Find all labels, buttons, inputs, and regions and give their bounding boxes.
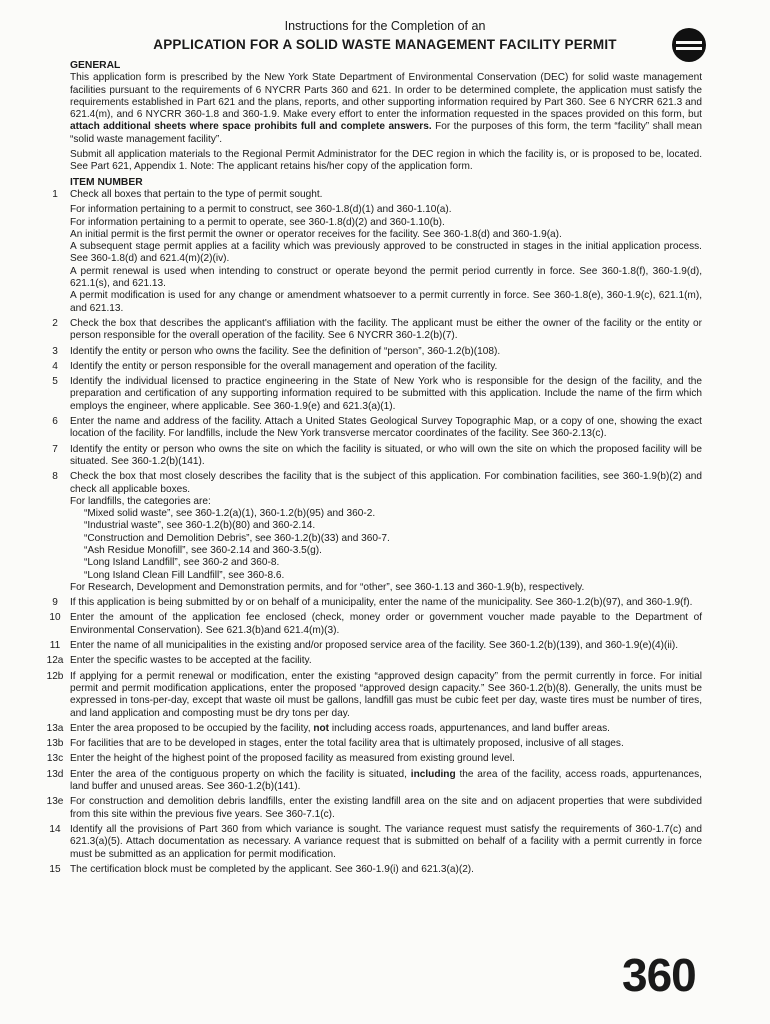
item-13e: 13e For construction and demolition debris landfills, enter the existing landfill area on the site and on adjacent properties that were subdivided from this site within the previous five years. See 360-7.1(c). — [46, 796, 702, 820]
general-paragraph-1: This application form is prescribed by the New York State Department of Environmental Conservation (DEC) for solid waste management facilities pursuant to the requirements of 6 NYCRR Parts 360 and 621. In order to be determined complete, the application must satisfy the requirements established in Part 621 and the plans, reports, and other supporting information required by Part 360. See 6 NYCRR 621.3 and 621.4(m), and 6 NYCRR 360-1.8 and 360-1.9. Make every effort to enter the information requested in the spaces provided on this form, but attach additional sheets where space prohibits full and complete answers. For the purposes of this form, the term “facility” shall mean “solid waste management facility”. — [70, 72, 702, 145]
item-text: Identify the individual licensed to practice engineering in the State of New York who is responsible for the design of the facility, and the preparation and certification of any supporting information required to be submitted with this application. Include the name of the firm which employs the engineer, where applicable. See 360-1.9(e) and 621.3(a)(1). — [70, 376, 702, 412]
item-12b — [46, 670, 702, 720]
item-text: Enter the name of all municipalities in the existing and/or proposed service area of the facility. See 360-1.2(b)(139), and 360-1.9(e)(4)(ii). — [70, 640, 678, 652]
document-title: APPLICATION FOR A SOLID WASTE MANAGEMENT FACILITY PERMIT — [153, 37, 617, 52]
item-8: 8 Check the box that most closely describes the facility that is the subject of this application. For combination facilities, see 360-1.9(b)(2) and check all applicable boxes. For landfills, the categories are: “Mixed solid waste”, see 360-1.2(a)(1), 360-1.2(b)(95) and 360-2. “Industrial waste”, see 360-1.2(b)(80) and 360-2.14. “Construction and Demolition Debris”, see 360-1.2(b)(33) and 360-7. “Ash Residue Monofill”, see 360-2.14 and 360-3.5(g). “Long Island Landfill”, see 360-2 and 360-8. “Long Island Clean Fill Landfill”, see 360-8.6. For Research, Development and Demonstration permits, and for “other”, see 360-1.13 and 360-1.9(b), respectively. — [52, 471, 702, 593]
item-10 — [49, 612, 702, 637]
document-body — [46, 60, 702, 879]
item-1-details — [70, 204, 702, 315]
item-number: 6 — [52, 416, 58, 428]
item-number: 1 — [52, 188, 58, 200]
item-11 — [49, 640, 702, 652]
item-text: Enter the amount of the application fee enclosed (check, money order or government voucher made payable to the Department of Environmental Conservation). See 621.3(b)and 621.4(m)(3). — [70, 612, 702, 636]
item-number: 5 — [52, 376, 58, 388]
item-12a — [46, 655, 702, 667]
item-5 — [52, 376, 702, 413]
item-text: If applying for a permit renewal or modification, enter the existing “approved design capacity” from the permit currently in force. For initial permit and permit modification applications, enter the proposed “approved design capacity.” See 360-1.2(b)(8). Generally, the units must be expressed in tons-per-day, except that waste oil must be gallons, landfill gas must be cubic feet per day, waste tires must be number of tires, and land application and composting must be dry tons per day. — [70, 670, 702, 719]
item-number: 12b — [46, 670, 64, 682]
item-number: 10 — [49, 612, 61, 624]
item-4 — [52, 360, 702, 373]
item-text: For information pertaining to a permit to construct, see 360-1.8(d)(1) and 360-1.10(a). For information pertaining to a permit to operate, see 360-1.8(d)(2) and 360-1.10(b). An initial permit is the first permit the owner or operator receives for the facility. See 360-1.8(d) and 360-1.9(a). A subsequent stage permit applies at a facility which was previously approved to be constructed in stages in the initial application process. See 360-1.8(d) and 621.4(m)(2)(iv). A permit renewal is used when intending to construct or operate beyond the permit period currently in force. See 360-1.8(f), 360-1.9(d), 621.1(s), and 621.13. A permit modification is used for any change or amendment whatsoever to a permit currently in force. See 360-1.8(e), 360-1.9(c), 621.1(m), and 621.13. — [70, 204, 702, 314]
general-heading: GENERAL — [70, 60, 121, 71]
item-3 — [52, 345, 702, 358]
item-number: 7 — [52, 443, 58, 455]
item-9 — [52, 597, 702, 609]
item-number: 2 — [52, 317, 58, 329]
item-text: Check all boxes that pertain to the type of permit sought. — [70, 188, 323, 200]
item-13c: 13c Enter the height of the highest point of the proposed facility as measured from existing ground level. — [46, 753, 515, 765]
item-number — [40, 204, 70, 315]
item-text: Identify the entity or person responsible for the overall management and operation of the facility. — [70, 360, 498, 372]
item-13d: 13d Enter the area of the contiguous property on which the facility is situated, including the area of the facility, access roads, appurtenances, land buffer and unused areas. See 360-1.2(b)(141). — [46, 768, 702, 793]
item-13a: 13a Enter the area proposed to be occupied by the facility, not including access roads, appurtenances, and land buffer areas. — [46, 722, 610, 734]
item-7 — [52, 443, 702, 469]
item-number-heading: ITEM NUMBER — [70, 176, 143, 188]
item-2 — [52, 317, 702, 343]
item-text: Identify the entity or person who owns the facility. See the definition of “person”, 360-1.2(b)(108). — [70, 345, 501, 357]
item-number: 12a — [46, 655, 64, 667]
item-13b: 13b For facilities that are to be developed in stages, enter the total facility area that is ultimately proposed, inclusive of all stages. — [46, 738, 624, 750]
item-text: Identify the entity or person who owns the site on which the facility is situated, or who will own the site on which the proposed facility will be situated. See 360-1.2(b)(141). — [70, 443, 702, 467]
general-paragraph-2: Submit all application materials to the Regional Permit Administrator for the DEC region in which the facility is, or is proposed to be, located. See Part 621, Appendix 1. Note: The applicant retains his/her copy of the application form. — [70, 149, 702, 173]
item-text: Enter the specific wastes to be accepted at the facility. — [70, 655, 312, 667]
form-number: 360 — [622, 949, 696, 1001]
item-text: Check the box that describes the applicant's affiliation with the facility. The applicant must be either the owner of the facility or the entity or person responsible for the overall operation of the facility. See 6 NYCRR 360-1.2(b)(7). — [70, 317, 702, 342]
instructions-heading: Instructions for the Completion of an — [284, 19, 486, 33]
item-15: 15 The certification block must be completed by the applicant. See 360-1.9(i) and 621.3(a)(2). — [49, 863, 474, 875]
dec-logo-icon — [672, 28, 706, 62]
item-number: 9 — [52, 597, 58, 609]
item-number: 11 — [49, 640, 61, 652]
item-14: 14 Identify all the provisions of Part 360 from which variance is sought. The variance request must satisfy the requirements of 360-1.7(c) and 621.3(a)(5). Attach documentation as necessary. A variance request that is submitted on behalf of a facility with a permit currently in force must be submitted as an application for permit modification. — [49, 823, 702, 860]
item-6 — [52, 416, 702, 441]
item-number: 3 — [52, 345, 58, 357]
item-text: If this application is being submitted by or on behalf of a municipality, enter the name of the municipality. See 360-1.2(b)(97), and 360-1.9(f). — [70, 597, 693, 609]
item-text: Enter the name and address of the facility. Attach a United States Geological Survey Topographic Map, or a copy of one, showing the exact location of the facility. For landfills, include the New York transverse mercator coordinates of the facility. See 360-2.13(c). — [70, 416, 702, 440]
item-number: 4 — [52, 360, 58, 372]
item-1 — [52, 188, 702, 201]
